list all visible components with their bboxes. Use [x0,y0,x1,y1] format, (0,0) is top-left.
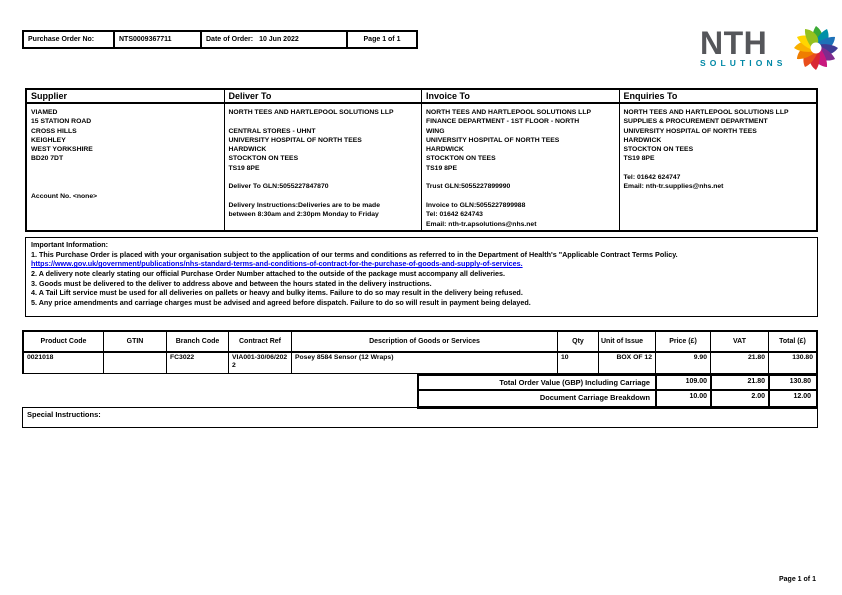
header-branch-code: Branch Code [167,332,229,351]
special-instructions-box [22,407,818,428]
deliver-to-address: NORTH TEES AND HARTLEPOOL SOLUTIONS LLP CENTRAL STORES - UHNT UNIVERSITY HOSPITAL OF NORTH TEES HARDWICK STOCKTON ON TEES TS19 8PE Deliver To GLN:5055227847870 Delivery Instructions:Deliveries are to be made between 8:30am and 2:30pm Monday to Friday [228,109,394,219]
header-description: Description of Goods or Services [292,332,558,351]
order-table-header-row [22,330,818,353]
important-information-title: Important Information: [31,240,109,249]
total-order-value-label: Total Order Value (GBP) Including Carriage [419,376,657,389]
po-number-value: NTS0009367711 [115,32,202,47]
order-items-table [22,330,818,409]
item-qty: 10 [558,353,599,373]
header-product-code: Product Code [24,332,104,351]
item-vat: 21.80 [711,353,769,373]
header-contract-ref: Contract Ref [229,332,292,351]
deliver-to-section [225,90,423,230]
header-unit-of-issue: Unit of Issue [599,332,656,351]
total-order-value-vat: 21.80 [712,376,770,389]
special-instructions-title: Special Instructions: [27,410,101,419]
footer-page-number: Page 1 of 1 [779,576,816,583]
invoice-to-address: NORTH TEES AND HARTLEPOOL SOLUTIONS LLP FINANCE DEPARTMENT - 1ST FLOOR - NORTH WING UNIVERSITY HOSPITAL OF NORTH TEES HARDWICK STOCKTON ON TEES TS19 8PE Trust GLN:5055227899990 Invoice to GLN:5055227899988 Tel: 01642 624743 Email: nth-tr.apsolutions@nhs.net [426,109,592,228]
logo-wordmark [700,24,787,68]
header-total: Total (£) [779,337,806,345]
carriage-net: 10.00 [657,391,712,406]
page-indicator: Page 1 of 1 [363,36,401,43]
item-price: 9.90 [656,353,711,373]
logo-subtitle: SOLUTIONS [700,57,787,68]
important-information-line-2: 2. A delivery note clearly stating our official Purchase Order Number attached to the outside of the package must accompany all deliveries. [31,269,505,279]
po-number-label: Purchase Order No: [24,32,115,47]
important-information-box [25,237,818,317]
supplier-title: Supplier [27,90,224,104]
nth-solutions-logo [700,24,840,72]
important-information-line-3: 3. Goods must be delivered to the deliver to address above and between the hours stated in the delivery instructions. [31,278,432,288]
item-total: 130.80 [792,354,813,361]
header-price: Price (£) [656,332,711,351]
invoice-to-title: Invoice To [422,90,619,104]
header-vat: VAT [711,332,769,351]
terms-and-conditions-link[interactable]: https://www.gov.uk/government/publications/nhs-standard-terms-and-conditions-of-contract-for-the-purchase-of-goods-and-supply-of-services. [31,259,523,269]
total-order-value-row [419,376,816,391]
logo-name: NTH [700,24,768,61]
deliver-to-title: Deliver To [225,90,422,104]
order-date-label: Date of Order: [206,36,254,43]
header-gtin: GTIN [104,332,167,351]
enquiries-to-section [620,90,817,230]
carriage-vat: 2.00 [712,391,770,406]
enquiries-to-address: NORTH TEES AND HARTLEPOOL SOLUTIONS LLP SUPPLIES & PROCUREMENT DEPARTMENT UNIVERSITY HOSPITAL OF NORTH TEES HARDWICK STOCKTON ON TEES TS19 8PE Tel: 01642 624747 Email: nth-tr.supplies@nhs.net [623,109,789,191]
header-qty: Qty [558,332,599,351]
item-product-code: 0021018 [24,353,104,373]
address-table [25,88,818,232]
order-date-value: 10 Jun 2022 [259,36,299,43]
supplier-section [27,90,225,230]
total-order-value-gross: 130.80 [789,378,811,385]
carriage-gross: 12.00 [793,393,811,400]
order-item-row [22,353,818,374]
carriage-breakdown-row [419,391,816,406]
item-branch-code: FC3022 [167,353,229,373]
item-contract-ref: VIA001-30/06/2022 [229,353,292,373]
total-order-value-net: 109.00 [657,376,712,389]
important-information-line-5: 5. Any price amendments and carriage charges must be advised and agreed before dispatch. Failure to do so will result in payment being delayed. [31,298,531,308]
supplier-address: VIAMED 15 STATION ROAD CROSS HILLS KEIGHLEY WEST YORKSHIRE BD20 7DT Account No. <none> [31,109,98,200]
item-unit-of-issue: BOX OF 12 [599,353,656,373]
carriage-breakdown-label: Document Carriage Breakdown [419,391,657,406]
order-totals-block [417,374,818,409]
important-information-line-4: 4. A Tail Lift service must be used for all deliveries on pallets or heavy and bulky items. Failure to do so may result in the delivery being refused. [31,288,523,298]
important-information-line-1: 1. This Purchase Order is placed with your organisation subject to the application of our terms and conditions as referred to in the Department of Health's "Applicable Contract Terms Policy. [31,249,678,259]
item-description: Posey 8584 Sensor (12 Wraps) [292,353,558,373]
po-reference-table [22,30,418,49]
enquiries-to-title: Enquiries To [620,90,817,104]
rainbow-swirl-icon [792,24,840,72]
order-date-cell [202,32,348,47]
invoice-to-section [422,90,620,230]
item-gtin [104,353,167,373]
